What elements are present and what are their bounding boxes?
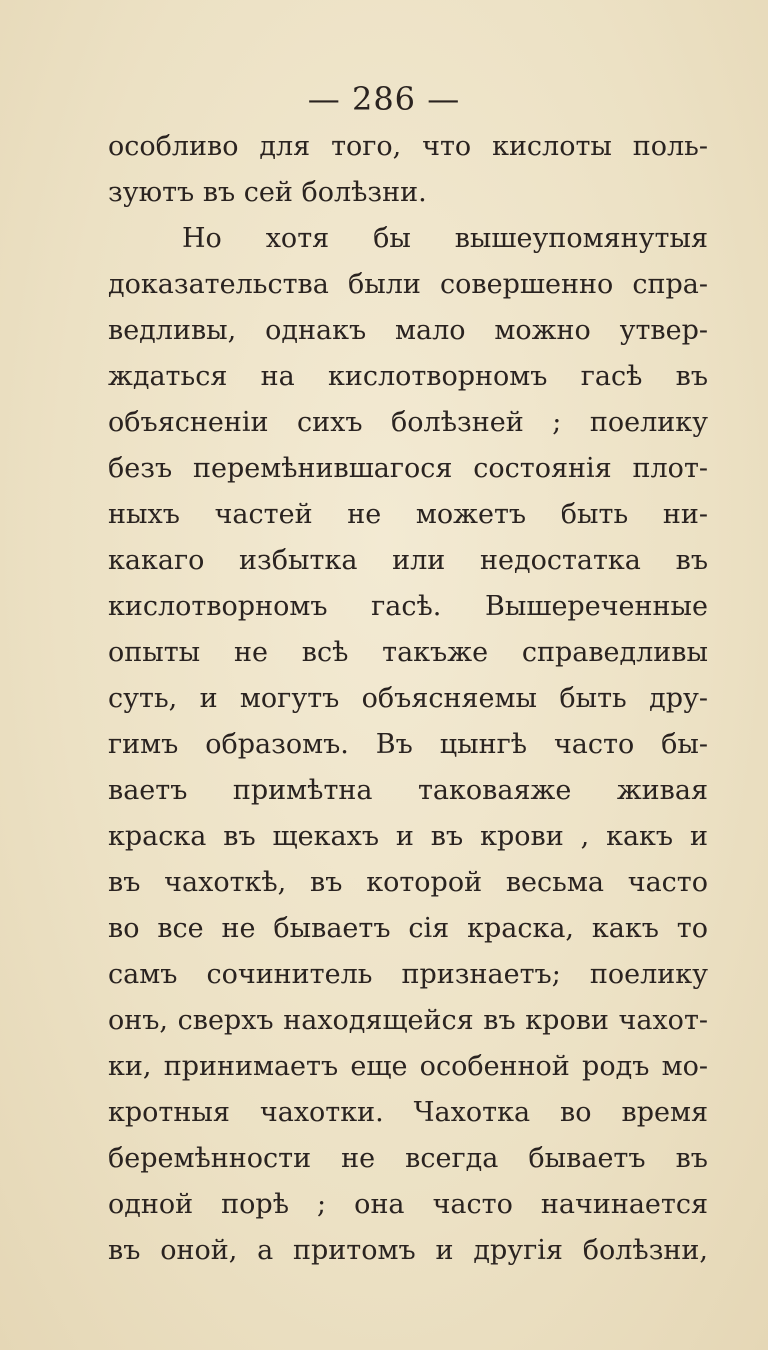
text-line: самъ сочинитель признаетъ; поелику [108,959,708,990]
text-line: безъ перемѣнившагося состоянія плот- [108,453,708,484]
text-line: суть, и могутъ объясняемы быть дру- [108,683,708,714]
text-line: въ оной, а притомъ и другія болѣзни, [108,1235,708,1266]
text-line: опыты не всѣ такъже справедливы [108,637,708,668]
text-line: ждаться на кислотворномъ гасѣ въ [108,361,708,392]
text-line: кротныя чахотки. Чахотка во время [108,1097,708,1128]
text-line: въ чахоткѣ, въ которой весьма часто [108,867,708,898]
text-line: онъ, сверхъ находящейся въ крови чахот- [108,1005,708,1036]
text-line: ведливы, однакъ мало можно утвер- [108,315,708,346]
page-number: — 286 — [307,80,461,118]
text-line: кислотворномъ гасѣ. Вышереченные [108,591,708,622]
text-line: одной порѣ ; она часто начинается [108,1189,708,1220]
text-line: гимъ образомъ. Въ цынгѣ часто бы- [108,729,708,760]
text-line: ки, принимаетъ еще особенной родъ мо- [108,1051,708,1082]
text-line: беремѣнности не всегда бываетъ въ [108,1143,708,1174]
text-line: особливо для того, что кислоты поль- [108,131,708,162]
text-line: Но хотя бы вышеупомянутыя [182,223,708,254]
text-line: объясненіи сихъ болѣзней ; поелику [108,407,708,438]
text-line: какаго избытка или недостатка въ [108,545,708,576]
text-line: ныхъ частей не можетъ быть ни- [108,499,708,530]
text-line: зуютъ въ сей болѣзни. [108,177,427,208]
text-line: доказательства были совершенно спра- [108,269,708,300]
text-line: во все не бываетъ сія краска, какъ то [108,913,708,944]
text-line: краска въ щекахъ и въ крови , какъ и [108,821,708,852]
body-text [108,124,708,1274]
text-line: ваетъ примѣтна таковаяже живая [108,775,708,806]
